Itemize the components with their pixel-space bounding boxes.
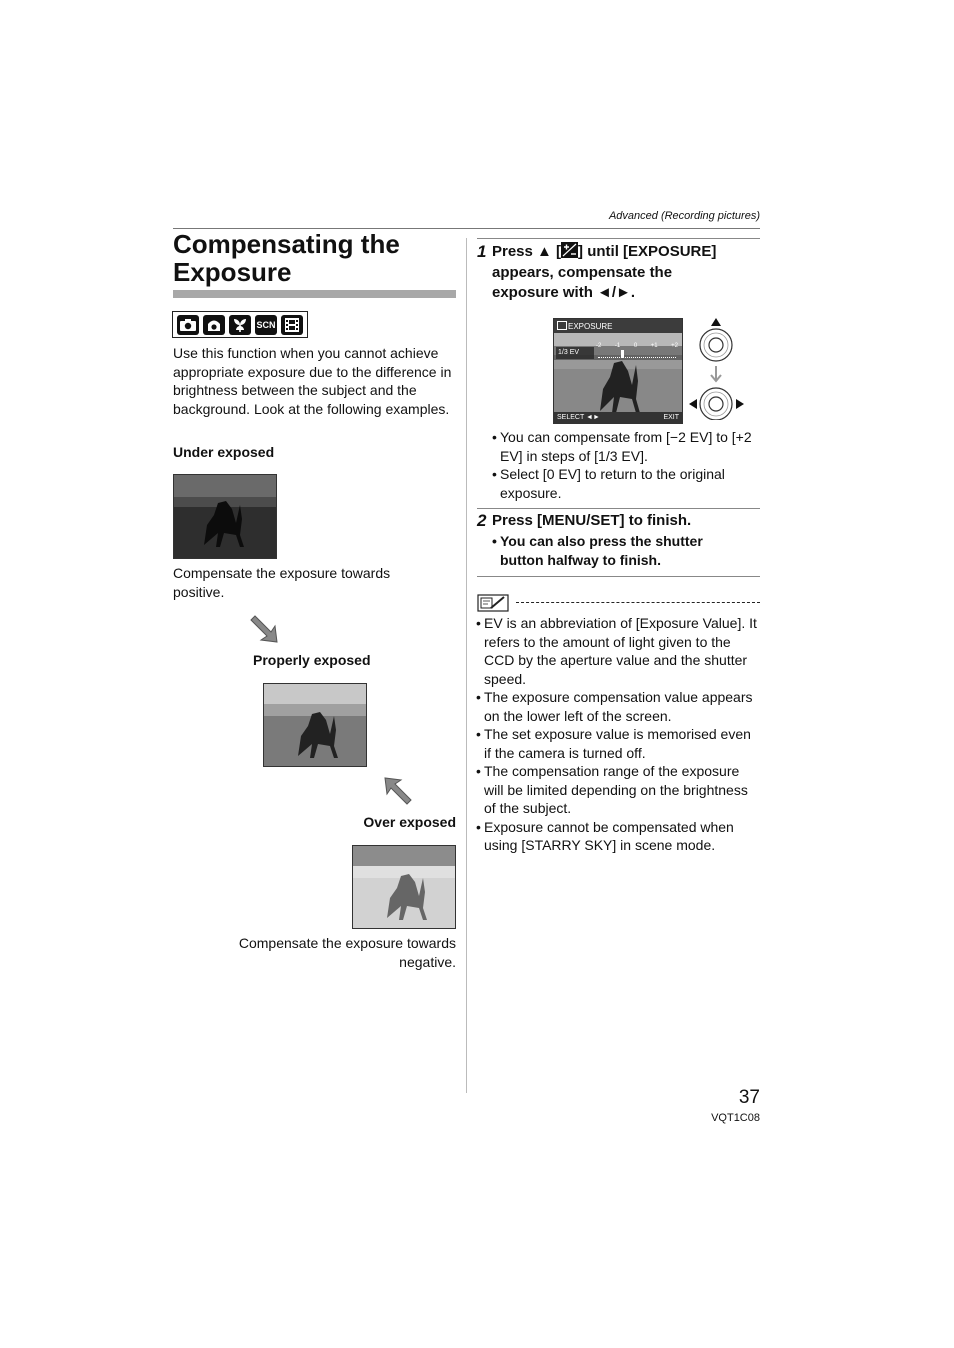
exposure-icon	[561, 242, 578, 258]
step2-number: 2	[477, 511, 487, 530]
screen-title	[557, 321, 612, 331]
arrow-up-left-icon	[381, 774, 415, 813]
notes-dashed-rule	[516, 602, 760, 603]
over-exposed-label: Over exposed	[363, 814, 456, 830]
cursor-button-diagram	[688, 316, 748, 425]
step1-instruction	[492, 242, 762, 304]
screen-select-label: SELECT ◄►	[557, 414, 600, 421]
step1-line-1b: ] until [EXPOSURE]	[578, 243, 717, 260]
note-starry-sky: • Exposure cannot be compensated when using [STARRY SKY] in scene mode.	[476, 818, 760, 855]
page-title	[173, 230, 463, 286]
step2-bullet	[492, 532, 754, 570]
screen-bottom-bar	[554, 412, 682, 423]
scale-tick-plus-2: +2	[671, 343, 678, 349]
step2-bullet-dot: •	[492, 533, 497, 549]
screen-title-text: EXPOSURE	[568, 322, 613, 331]
step1-bullets	[492, 428, 754, 502]
screen-select-text: SELECT	[557, 414, 585, 421]
step2-bottom-rule	[477, 576, 760, 577]
model-code: VQT1C08	[711, 1112, 760, 1124]
over-exposed-caption	[173, 934, 456, 971]
arrow-down-right-icon	[247, 612, 281, 651]
notes-list	[476, 614, 760, 855]
step2-bullet-line-2: button halfway to finish.	[500, 552, 661, 568]
screen-ev-readout	[558, 349, 579, 356]
intro-paragraph: Use this function when you cannot achieve appropriate exposure due to the difference in brightness between the subject and the background. Look at the following examples.	[173, 345, 452, 417]
step1-line-2: appears, compensate the	[492, 263, 673, 281]
step1-line-1	[492, 242, 762, 263]
scene-mode-icon: SCN	[255, 315, 277, 335]
under-caption-line-2: positive.	[173, 583, 225, 600]
over-exposed-photo	[352, 845, 456, 929]
step2-bullet-line-1: You can also press the shutter	[500, 533, 703, 549]
mode-icon-strip	[172, 311, 308, 338]
title-line-1: Compensating the	[173, 229, 400, 259]
step2-top-rule	[477, 508, 760, 509]
page-number: 37	[738, 1087, 760, 1108]
title-underline	[173, 290, 456, 298]
screen-exit-text: EXIT	[663, 414, 679, 421]
step2-instruction: Press [MENU/SET] to finish.	[492, 512, 692, 529]
under-exposed-label: Under exposed	[173, 444, 275, 460]
simple-mode-icon	[203, 315, 225, 335]
step1-line-1a: Press ▲ [	[492, 243, 562, 260]
note-range-limited: • The compensation range of the exposure will be limited depending on the brightness of the subject.	[476, 762, 760, 818]
step1-bullet-range: • You can compensate from [−2 EV] to [+2 EV] in steps of [1/3 EV].	[492, 428, 754, 465]
section-header: Advanced (Recording pictures)	[608, 210, 760, 222]
screen-exposure-icon	[557, 321, 567, 330]
scale-tick-zero: 0	[633, 343, 638, 349]
step1-bullet-reset: • Select [0 EV] to return to the original exposure.	[492, 465, 754, 502]
column-divider	[466, 238, 467, 1093]
title-line-2: Exposure	[173, 257, 292, 287]
note-ev-definition: • EV is an abbreviation of [Exposure Value]. It refers to the amount of light given to the CCD by the aperture value and the shutter speed.	[476, 614, 760, 688]
screen-exit-label	[663, 414, 679, 421]
step1-number: 1	[477, 242, 487, 261]
screen-ev-label: EV	[569, 349, 580, 356]
over-caption-line-1: Compensate the exposure towards	[238, 935, 456, 951]
screen-scale-cursor	[621, 350, 624, 358]
under-exposed-photo	[173, 474, 277, 559]
screen-scale-bar	[598, 353, 676, 358]
under-exposed-caption	[173, 564, 458, 601]
step1-line-3: exposure with ◄/►.	[492, 284, 636, 301]
scale-tick-minus-2: -2	[596, 343, 602, 349]
properly-exposed-photo	[263, 683, 367, 767]
macro-icon	[229, 315, 251, 335]
screen-ev-value: 1/3	[558, 349, 568, 356]
motion-picture-icon	[281, 315, 303, 335]
over-caption-line-2: negative.	[399, 953, 456, 970]
under-caption-line-1: Compensate the exposure towards	[173, 565, 391, 581]
note-value-display: • The exposure compensation value appears on the lower left of the screen.	[476, 688, 760, 725]
scale-tick-minus-1: -1	[614, 343, 621, 349]
exposure-screen	[553, 318, 683, 424]
screen-ev-scale	[596, 343, 678, 349]
note-memorised: • The set exposure value is memorised even if the camera is turned off.	[476, 725, 760, 762]
step1-top-rule	[477, 238, 760, 239]
scale-tick-plus-1: +1	[650, 343, 658, 349]
camera-icon	[177, 315, 199, 335]
properly-exposed-label: Properly exposed	[253, 652, 371, 668]
